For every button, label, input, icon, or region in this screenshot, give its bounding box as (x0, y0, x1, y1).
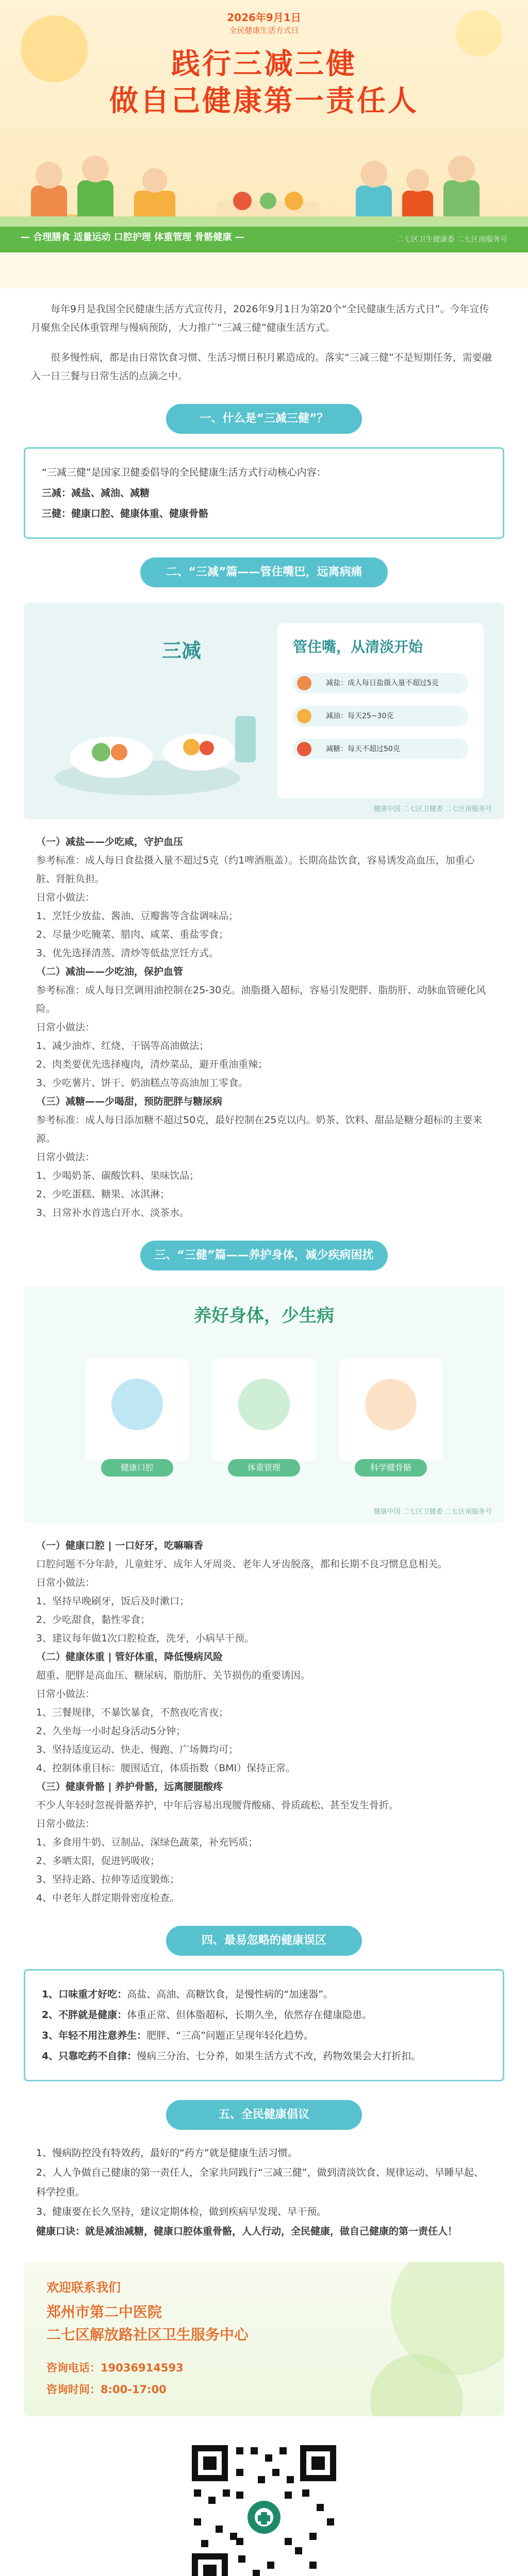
sun-decoration (21, 15, 88, 82)
tile-bones: 科学健骨骼 (339, 1358, 442, 1461)
tile-oral-health: 健康口腔 (86, 1358, 189, 1461)
contact-hours: 咨询时间：8:00-17:00 (46, 2383, 167, 2396)
recommend-line: 2、人人争做自己健康的第一责任人，全家共同践行“三减三健”，做到清淡饮食、规律运动、早睡早起、科学控重。 (36, 2167, 484, 2198)
oral-text: 口腔问题不分年龄，儿童蛀牙、成年人牙周炎、老年人牙齿脱落，都和长期不良习惯息息相关。 (36, 1558, 448, 1570)
section1-lead: “三减三健”是国家卫健委倡导的全民健康生活方式行动核心内容： (42, 467, 326, 478)
contact-center: 二七区解放路社区卫生服务中心 (46, 2326, 249, 2343)
bone-step: 3、坚持走路、拉伸等适度锻炼； (36, 1874, 180, 1885)
contact-hospital: 郑州市第二中医院 (46, 2303, 162, 2320)
salt-step: 1、烹饪少放盐、酱油、豆瓣酱等含盐调味品； (36, 910, 239, 922)
myth-item: 2、不胖就是健康：体重正常、但体脂超标，长期久坐，依然存在健康隐患。 (42, 2009, 372, 2021)
salt-icon (297, 676, 311, 690)
oral-step: 1、坚持早晚刷牙，饭后及时漱口； (36, 1596, 190, 1607)
bone-step: 2、多晒太阳，促进钙吸收； (36, 1855, 160, 1867)
salt-text: 参考标准：成人每日食盐摄入量不超过5克（约1啤酒瓶盖）。长期高盐饮食，容易诱发高血压，加重心脏、肾脏负担。 (36, 855, 475, 885)
family-illustration (0, 124, 528, 232)
bone-step: 1、多食用牛奶、豆制品、深绿色蔬菜，补充钙质； (36, 1837, 258, 1848)
section1-three-reduce: 三减：减盐、减油、减糖 (42, 487, 150, 499)
sugar-sub: 日常小做法： (36, 1151, 95, 1163)
intro-paragraph-2: 很多慢性病，都是由日常饮食习惯、生活习惯日积月累造成的。落实“三减三健”不是短期任务，需要融入一日三餐与日常生活的点滴之中。 (31, 352, 492, 382)
hero-subtitle: 全民健康生活方式日 (229, 26, 299, 35)
bone-text: 不少人年轻时忽视骨骼养护，中年后容易出现腰背酸痛、骨质疏松、甚至发生骨折。 (36, 1800, 399, 1811)
bone-icon (365, 1379, 417, 1430)
weight-sub: 日常小做法： (36, 1688, 95, 1700)
three-reduce-card-title: 管住嘴，从清淡开始 (293, 638, 423, 655)
section1-three-health: 三健：健康口腔、健康体重、健康骨骼 (42, 508, 209, 519)
intro-paragraph-1: 每年9月是我国全民健康生活方式宣传月，2026年9月1日为第20个“全民健康生活方式日”。今年宣传月聚焦全民体重管理与慢病预防，大力推广“三减三健”健康生活方式。 (31, 303, 489, 333)
myth-item: 4、只靠吃药不自律：慢病三分治、七分养，如果生活方式不改，药物效果会大打折扣。 (42, 2050, 421, 2062)
bone-sub: 日常小做法： (36, 1818, 95, 1829)
oral-step: 2、少吃甜食，黏性零食； (36, 1614, 151, 1625)
hero-slogan: — 合理膳食 适量运动 口腔护理 体重管理 骨骼健康 — (21, 232, 244, 243)
sugar-icon (297, 742, 311, 756)
section3-title: 三、“三健”篇——养护身体，减少疾病困扰 (140, 1241, 388, 1270)
salt-row: 减盐：成人每日盐摄入量不超过5克 (293, 673, 468, 693)
hero-banner (0, 0, 528, 289)
recommend-block (36, 2143, 492, 2241)
oil-sub: 日常小做法： (36, 1022, 95, 1033)
panel-caption: 健康中国 二七区卫健委 二七区南服务号 (373, 805, 492, 813)
sugar-text: 参考标准：成人每日添加糖不超过50克，最好控制在25克以内。奶茶、饮料、甜品是糖分超标的主要来源。 (36, 1114, 483, 1144)
oil-step: 2、肉类要优先选择瘦肉，清炒菜品，避开重油重辣； (36, 1059, 268, 1070)
oil-icon (297, 709, 311, 723)
section1-box (24, 447, 504, 539)
sugar-row: 减糖：每天不超过50克 (293, 739, 468, 759)
three-reduce-illustration (24, 603, 504, 819)
salt-step: 2、尽量少吃腌菜、腊肉、咸菜、重盐零食； (36, 929, 229, 940)
bone-step: 4、中老年人群定期骨密度检查。 (36, 1892, 180, 1904)
section4-title: 四、最易忽略的健康误区 (166, 1926, 362, 1956)
oral-sub: 日常小做法： (36, 1577, 95, 1588)
qr-section (166, 2440, 362, 2576)
contact-greeting: 欢迎联系我们 (46, 2280, 121, 2295)
food-illustration (44, 680, 271, 804)
weight-step: 4、控制体重目标：腰围适宜，体质指数（BMI）保持正常。 (36, 1762, 296, 1774)
weight-step: 1、三餐规律，不暴饮暴食，不熬夜吃宵夜； (36, 1707, 229, 1718)
section1-title: 一、什么是“三减三健”？ (166, 404, 362, 434)
sugar-step: 1、少喝奶茶、碳酸饮料、果味饮品； (36, 1170, 200, 1181)
salt-sub: 日常小做法： (36, 892, 95, 903)
recommend-line: 3、健康要在长久坚持，建议定期体检，做到疾病早发现、早干预。 (36, 2206, 327, 2217)
recommend-line: 1、慢病防控没有特效药，最好的“药方”就是健康生活习惯。 (36, 2147, 298, 2159)
weight-step: 3、坚持适度运动、快走、慢跑、广场舞均可； (36, 1744, 239, 1755)
salt-heading: （一）减盐——少吃咸，守护血压 (36, 836, 184, 848)
oil-heading: （二）减油——少吃油，保护血管 (36, 966, 184, 977)
oil-step: 1、减少油炸、红烧、干锅等高油做法； (36, 1040, 209, 1052)
salt-step: 3、优先选择清蒸、清炒等低盐烹饪方式。 (36, 947, 219, 959)
contact-phone[interactable]: 咨询电话：19036914593 (46, 2362, 184, 2374)
section5-title: 五、全民健康倡议 (166, 2100, 362, 2130)
panel-caption: 健康中国 二七区卫健委 二七区南服务号 (373, 1508, 492, 1516)
myth-box (24, 1969, 504, 2081)
three-reduce-list (0, 833, 528, 1222)
sugar-step: 3、日常补水首选白开水、淡茶水。 (36, 1207, 190, 1218)
weight-text: 超重、肥胖是高血压、糖尿病、脂肪肝、关节损伤的重要诱因。 (36, 1670, 311, 1681)
myth-item: 3、年轻不用注意养生：肥胖、“三高”问题正呈现年轻化趋势。 (42, 2030, 314, 2041)
hero-date: 2026年9月1日 (227, 11, 301, 24)
cloud-decoration (456, 10, 502, 57)
weight-step: 2、久坐每一小时起身活动5分钟； (36, 1725, 186, 1737)
hero-title-line1: 践行三减三健 (171, 47, 357, 81)
scale-icon (238, 1379, 290, 1430)
oral-heading: （一）健康口腔 | 一口好牙，吃嘛嘛香 (36, 1540, 204, 1551)
three-reduce-card (277, 623, 484, 799)
oral-step: 3、建议每年做1次口腔检查，洗牙，小病早干预。 (36, 1633, 255, 1644)
oil-text: 参考标准：成人每日烹调用油控制在25-30克。油脂摄入超标，容易引发肥胖、脂肪肝、动脉血管硬化风险。 (36, 985, 486, 1014)
three-health-illustration (24, 1286, 504, 1523)
sugar-heading: （三）减糖——少喝甜，预防肥胖与糖尿病 (36, 1096, 223, 1107)
three-reduce-label: 三减 (162, 639, 202, 662)
oil-step: 3、少吃薯片、饼干、奶油糕点等高油加工零食。 (36, 1077, 249, 1089)
tile-weight: 体重管理 (212, 1358, 316, 1461)
sugar-step: 2、少吃蛋糕、糖果、冰淇淋； (36, 1189, 170, 1200)
hero-org: 二七区卫生健康委 二七区南服务号 (397, 235, 507, 244)
hero-bottom-strip (0, 252, 528, 289)
three-health-heading: 养好身体，少生病 (194, 1306, 334, 1326)
oil-row: 减油：每天25~30克 (293, 706, 468, 726)
bone-heading: （三）健康骨骼 | 养护骨骼，远离腰腿酸疼 (36, 1781, 223, 1792)
three-health-list (0, 1536, 528, 1907)
contact-card (24, 2262, 504, 2416)
qr-code[interactable] (187, 2440, 341, 2576)
weight-heading: （二）健康体重 | 管好体重，降低慢病风险 (36, 1651, 223, 1663)
hero-title-line2: 做自己健康第一责任人 (109, 84, 419, 118)
recommend-closing: 健康口诀：就是减油减糖，健康口腔体重骨骼，人人行动，全民健康，做自己健康的第一责任人！ (36, 2226, 458, 2237)
section2-title: 二、“三减”篇——管住嘴巴，远离病痛 (140, 557, 388, 587)
myth-item: 1、口味重才好吃：高盐、高油、高糖饮食，是慢性病的“加速器”。 (42, 1989, 333, 2000)
tooth-icon (111, 1379, 163, 1430)
